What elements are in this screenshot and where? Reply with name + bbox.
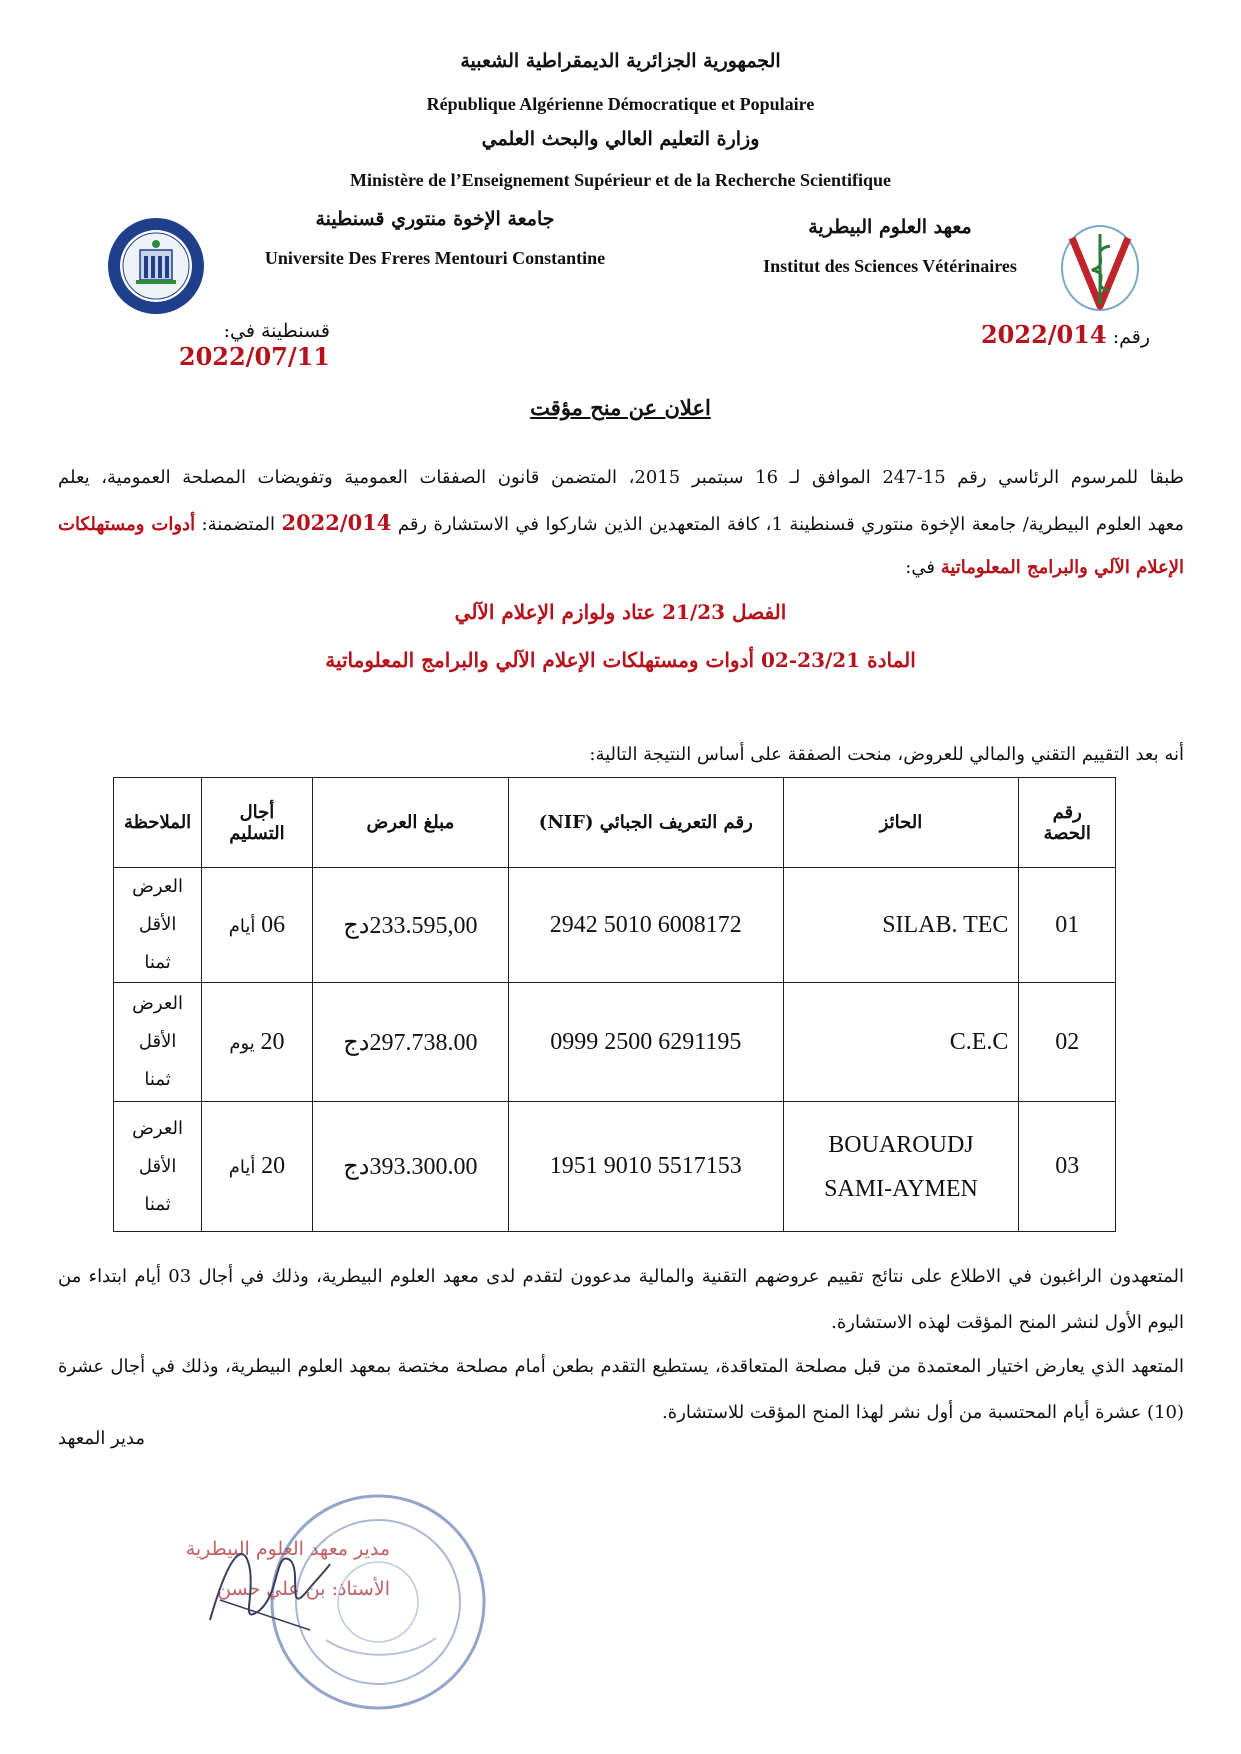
cell-note: العرض الأقل ثمنا [114,983,202,1102]
date [90,320,330,371]
cell-nif: 1951 9010 5517153 [509,1102,783,1232]
university-logo [106,216,206,316]
date-label: قسنطينة في: [223,320,330,342]
cell-amount: 233.595,00دج [312,868,508,983]
cell-nif: 2942 5010 6008172 [509,868,783,983]
cell-delay: 06 أيام [202,868,313,983]
table-row [114,983,1116,1102]
cell-holder: SILAB. TEC [783,868,1019,983]
cell-delay: 20 أيام [202,1102,313,1232]
cell-amount: 393.300.00دج [312,1102,508,1232]
header-lot: رقم الحصة [1019,778,1116,868]
university-ar: جامعة الإخوة منتوري قسنطينة [315,208,555,230]
table-header-row [114,778,1116,868]
date-value: 2022/07/11 [178,342,330,371]
cell-lot: 01 [1019,868,1116,983]
republic-ar: الجمهورية الجزائرية الديمقراطية الشعبية [460,50,781,72]
table-row [114,1102,1116,1232]
reference-label: رقم: [1112,326,1150,348]
cell-delay: 20 يوم [202,983,313,1102]
table-row [114,868,1116,983]
institute-fr: Institut des Sciences Vétérinaires [763,256,1017,276]
stamp-title: مدير معهد العلوم البيطرية [185,1538,390,1560]
reference-number: 2022/014 [980,320,1107,349]
header-amount: مبلغ العرض [312,778,508,868]
header-holder: الحائز [783,778,1019,868]
cell-holder: BOUAROUDJ SAMI-AYMEN [783,1102,1019,1232]
paragraph-consultation: المتعهدون الراغبون في الاطلاع على نتائج تقييم عروضهم التقنية والمالية مدعوون لتقدم لدى معهد العلوم البيطرية، وذلك في أجال 03 أيام ابتداء من اليوم الأول لنشر المنح المؤقت لهذه الاستشارة. [58,1266,1185,1333]
cell-lot: 03 [1019,1102,1116,1232]
institute-logo [1058,224,1142,314]
cell-holder: C.E.C [783,983,1019,1102]
ministry-fr: Ministère de l’Enseignement Supérieur et de la Recherche Scientifique [350,170,891,190]
cell-amount: 297.738.00دج [312,983,508,1102]
chapter-line: الفصل 21/23 عتاد ولوازم الإعلام الآلي [454,600,787,624]
cell-note: العرض الأقل ثمنا [114,1102,202,1232]
intro-line-3: الإعلام الآلي والبرامج المعلوماتية في: [905,557,1184,578]
paragraph-appeal: المتعهد الذي يعارض اختيار المعتمدة من قبل مصلحة المتعاقدة، يستطيع التقدم بطعن أمام مصلحة مختصة بمعهد العلوم البيطرية، وذلك في أجال عشرة (10) عشرة أيام المحتسبة من أول نشر لهذا المنح المؤقت للاستشارة. [58,1356,1184,1423]
intro-line-1: طبقا للمرسوم الرئاسي رقم 15-247 الموافق لـ 16 سبتمبر 2015، المتضمن قانون الصفقات العمومية وتفويضات المصلحة العمومية، يعلم [58,467,1184,488]
handwritten-signature [190,1530,340,1650]
signature-role: مدير المعهد [58,1428,146,1449]
institute-ar: معهد العلوم البيطرية [808,216,972,238]
page-title: اعلان عن منح مؤقت [530,395,711,420]
header-nif: رقم التعريف الجبائي (NIF) [509,778,783,868]
cell-nif: 0999 2500 6291195 [509,983,783,1102]
header-delay: أجال التسليم [202,778,313,868]
stamp-name: الأستاذ: بن علي حسن [217,1578,390,1600]
cell-note: العرض الأقل ثمنا [114,868,202,983]
cell-lot: 02 [1019,983,1116,1102]
results-table [113,777,1116,1232]
header-note: الملاحظة [114,778,202,868]
article-line: المادة 23/21-02 أدوات ومستهلكات الإعلام الآلي والبرامج المعلوماتية [325,648,916,672]
reference [980,320,1150,349]
intro-line-2: معهد العلوم البيطرية/ جامعة الإخوة منتوري قسنطينة 1، كافة المتعهدين الذين شاركوا في الاستشارة رقم 2022/014 المتضمنة: أدوات ومستهلكات [58,510,1184,535]
result-intro: أنه بعد التقييم التقني والمالي للعروض، منحت الصفقة على أساس النتيجة التالية: [589,744,1184,765]
republic-fr: République Algérienne Démocratique et Populaire [426,94,815,114]
university-fr: Universite Des Freres Mentouri Constantine [264,248,606,268]
ministry-ar: وزارة التعليم العالي والبحث العلمي [481,128,760,150]
